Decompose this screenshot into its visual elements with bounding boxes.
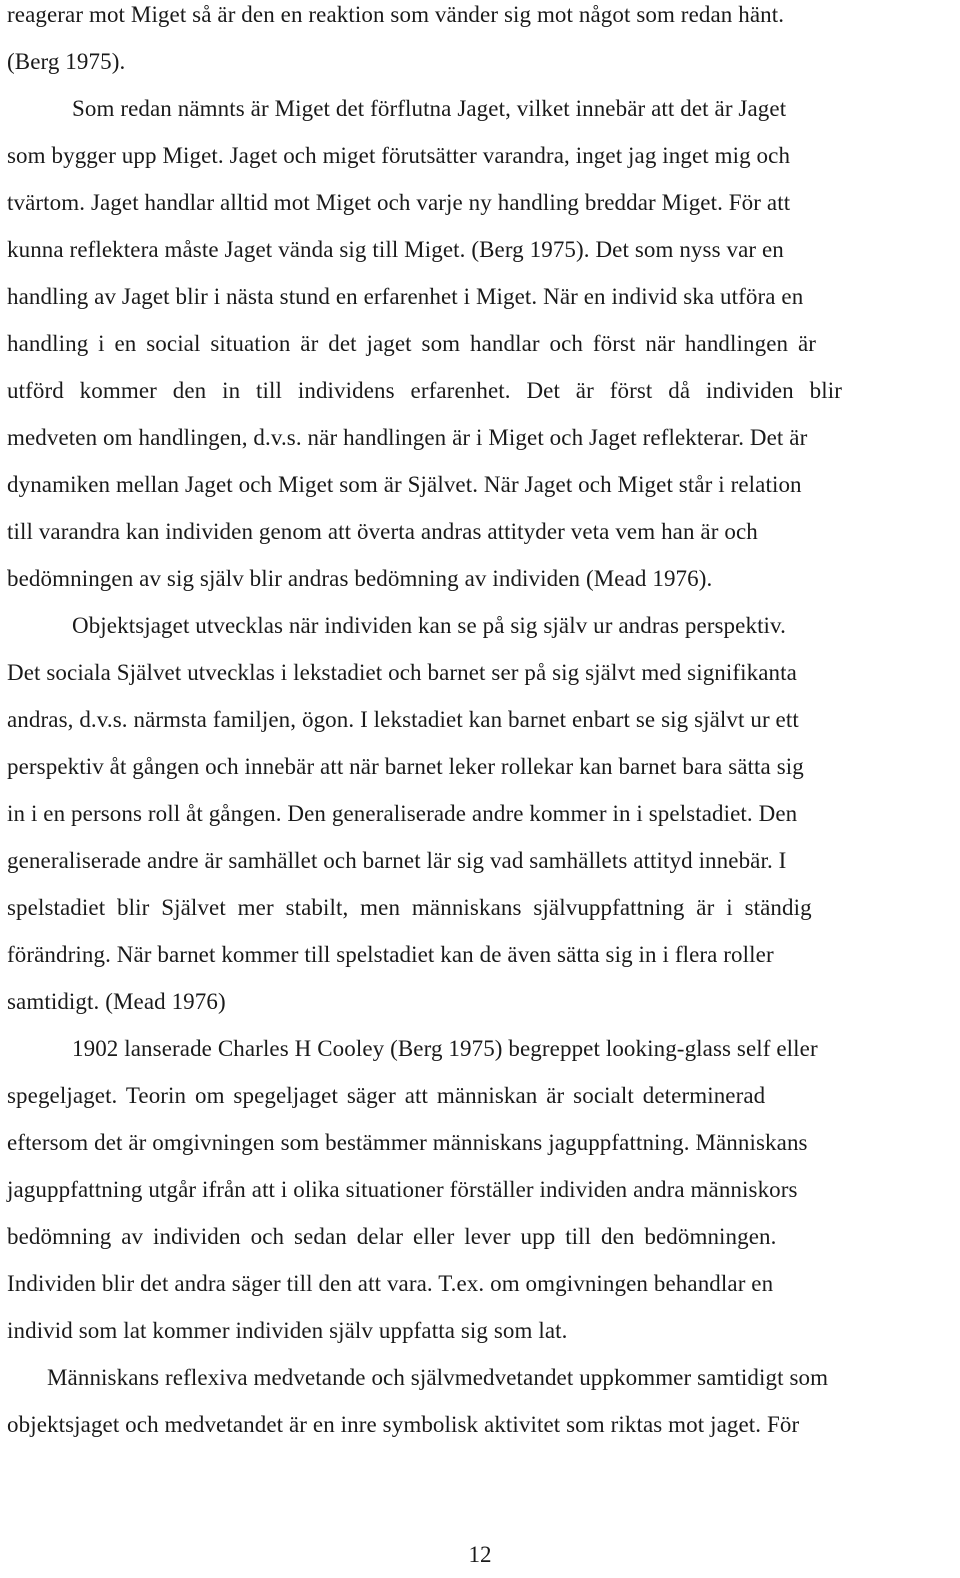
text-line: förändring. När barnet kommer till spelstadiet kan de även sätta sig in i flera roller [7, 942, 774, 967]
text-line: spegeljaget. Teorin om spegeljaget säger att människan är socialt determinerad [7, 1083, 766, 1108]
page-number: 12 [468, 1542, 492, 1567]
text-line: jaguppfattning utgår ifrån att i olika situationer förställer individen andra människors [7, 1177, 798, 1202]
text-line: kunna reflektera måste Jaget vända sig till Miget. (Berg 1975). Det som nyss var en [7, 237, 784, 262]
text-line: medveten om handlingen, d.v.s. när handlingen är i Miget och Jaget reflekterar. Det är [7, 425, 808, 450]
text-line: till varandra kan individen genom att överta andras attityder veta vem han är och [7, 519, 758, 544]
text-line: objektsjaget och medvetandet är en inre symbolisk aktivitet som riktas mot jaget. För [7, 1412, 800, 1437]
text-line: 1902 lanserade Charles H Cooley (Berg 1975) begreppet looking-glass self eller [72, 1036, 818, 1061]
text-line: samtidigt. (Mead 1976) [7, 989, 226, 1014]
text-line: in i en persons roll åt gången. Den generaliserade andre kommer in i spelstadiet. Den [7, 801, 798, 826]
text-line: (Berg 1975). [7, 49, 126, 74]
text-line: bedömningen av sig själv blir andras bedömning av individen (Mead 1976). [7, 566, 713, 591]
text-line: Människans reflexiva medvetande och självmedvetandet uppkommer samtidigt som [47, 1365, 829, 1390]
text-line: utförd kommer den in till individens erfarenhet. Det är först då individen blir [7, 378, 842, 403]
text-line: Objektsjaget utvecklas när individen kan se på sig själv ur andras perspektiv. [72, 613, 787, 638]
text-line: tvärtom. Jaget handlar alltid mot Miget och varje ny handling breddar Miget. För att [7, 190, 791, 215]
text-line: Som redan nämnts är Miget det förflutna Jaget, vilket innebär att det är Jaget [72, 96, 787, 121]
text-line: andras, d.v.s. närmsta familjen, ögon. I lekstadiet kan barnet enbart se sig självt ur ett [7, 707, 799, 732]
text-line: som bygger upp Miget. Jaget och miget förutsätter varandra, inget jag inget mig och [7, 143, 791, 168]
text-line: Individen blir det andra säger till den att vara. T.ex. om omgivningen behandlar en [7, 1271, 774, 1296]
text-line: handling av Jaget blir i nästa stund en erfarenhet i Miget. När en individ ska utföra en [7, 284, 804, 309]
text-line: Det sociala Självet utvecklas i lekstadiet och barnet ser på sig självt med signifikanta [7, 660, 797, 685]
text-line: spelstadiet blir Självet mer stabilt, men människans självuppfattning är i ständig [7, 895, 812, 920]
text-line: eftersom det är omgivningen som bestämmer människans jaguppfattning. Människans [7, 1130, 808, 1155]
text-line: perspektiv åt gången och innebär att när barnet leker rollekar kan barnet bara sätta sig [7, 754, 804, 779]
text-line: dynamiken mellan Jaget och Miget som är Självet. När Jaget och Miget står i relation [7, 472, 802, 497]
text-line: reagerar mot Miget så är den en reaktion som vänder sig mot något som redan hänt. [7, 2, 785, 27]
text-line: generaliserade andre är samhället och barnet lär sig vad samhällets attityd innebär. I [7, 848, 787, 873]
text-line: handling i en social situation är det jaget som handlar och först när handlingen är [7, 331, 817, 356]
text-line: individ som lat kommer individen själv uppfatta sig som lat. [7, 1318, 568, 1343]
text-line: bedömning av individen och sedan delar eller lever upp till den bedömningen. [7, 1224, 777, 1249]
